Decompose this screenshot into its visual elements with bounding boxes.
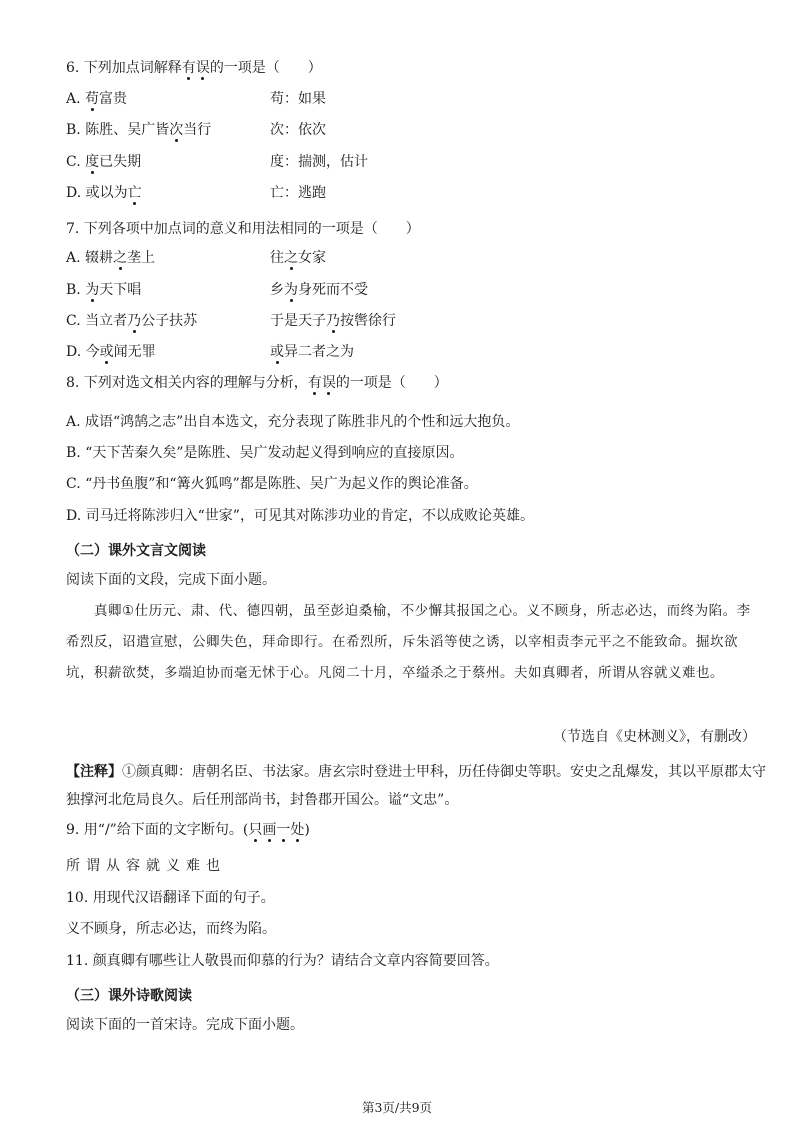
section-3-heading: （三）课外诗歌阅读 [66, 988, 192, 1004]
q9-text: 所谓从容就义难也 [66, 858, 226, 874]
q7-option-a-compare: 往之女家 [270, 250, 326, 266]
q8-option-a: A. 成语“鸿鹄之志”出自本选文，充分表现了陈胜非凡的个性和远大抱负。 [66, 414, 520, 430]
q7-option-d: D. 今或闻无罪 [66, 344, 156, 360]
page-number: 第3页/共9页 [361, 1100, 433, 1115]
q6-option-c-gloss: 度：揣测，估计 [270, 154, 368, 170]
q8-option-d: D. 司马迁将陈涉归入“世家”，可见其对陈涉功业的肯定，不以成败论英雄。 [66, 508, 534, 524]
q6-option-b-gloss: 次：依次 [270, 122, 326, 138]
q6-stem: 6. 下列加点词解释有误的一项是（ ） [66, 60, 322, 76]
q6-option-c: C. 度已失期 [66, 154, 142, 170]
q7-stem: 7. 下列各项中加点词的意义和用法相同的一项是（ ） [66, 221, 420, 237]
q7-option-c-compare: 于是天子乃按辔徐行 [270, 313, 396, 329]
q7-option-a: A. 辍耕之垄上 [66, 250, 156, 266]
annotation-text: ①颜真卿：唐朝名臣、书法家。唐玄宗时登进士甲科，历任侍御史等职。安史之乱爆发，其以平原郡太守独撑河北危局良久。后任刑部尚书，封鲁郡开国公。谥“文忠”。 [66, 764, 766, 808]
q6-option-a: A. 苟富贵 [66, 91, 128, 107]
q8-stem: 8. 下列对选文相关内容的理解与分析，有误的一项是（ ） [66, 375, 448, 391]
q8-option-b: B. “天下苦秦久矣”是陈胜、吴广发动起义得到响应的直接原因。 [66, 445, 464, 461]
q10-sentence: 义不顾身，所志必达，而终为陷。 [66, 921, 276, 937]
q6-option-d-gloss: 亡：逃跑 [270, 185, 326, 201]
q11-stem: 11. 颜真卿有哪些让人敬畏而仰慕的行为？请结合文章内容简要回答。 [66, 953, 499, 969]
q7-option-d-compare: 或异二者之为 [270, 344, 354, 360]
q9-stem: 9. 用“/”给下面的文字断句。(只画一处) [66, 822, 310, 838]
annotation-label: 【注释】 [66, 764, 122, 780]
q10-stem: 10. 用现代汉语翻译下面的句子。 [66, 890, 275, 906]
q8-option-c: C. “丹书鱼腹”和“篝火狐鸣”都是陈胜、吴广为起义作的舆论准备。 [66, 476, 478, 492]
passage-source: （节选自《史林测义》，有删改） [553, 729, 756, 745]
classical-passage: 真卿①仕历元、肃、代、德四朝，虽至彭迫桑榆，不少懈其报国之心。义不顾身，所志必达，而终为陷。李希烈反，诏遣宣慰，公卿失色，拜命即行。在希烈所，斥朱滔等使之诱，以宰相责李元平之不能致命。掘坎欲坑，积薪欲焚，多端迫协而毫无怵于心。凡阅二十月，卒缢杀之于蔡州。夫如真卿者，所谓从容就义难也。 [66, 603, 751, 681]
section-2-intro: 阅读下面的文段，完成下面小题。 [66, 572, 276, 588]
q6-option-a-gloss: 苟：如果 [270, 91, 326, 107]
annotation [66, 758, 766, 814]
q7-option-c: C. 当立者乃公子扶苏 [66, 313, 198, 329]
q6-option-b: B. 陈胜、吴广皆次当行 [66, 122, 212, 138]
q7-option-b: B. 为天下唱 [66, 282, 142, 298]
q7-option-b-compare: 乡为身死而不受 [270, 282, 368, 298]
q6-option-d: D. 或以为亡 [66, 185, 142, 201]
section-2-heading: （二）课外文言文阅读 [66, 543, 206, 559]
section-3-intro: 阅读下面的一首宋诗。完成下面小题。 [66, 1017, 304, 1033]
